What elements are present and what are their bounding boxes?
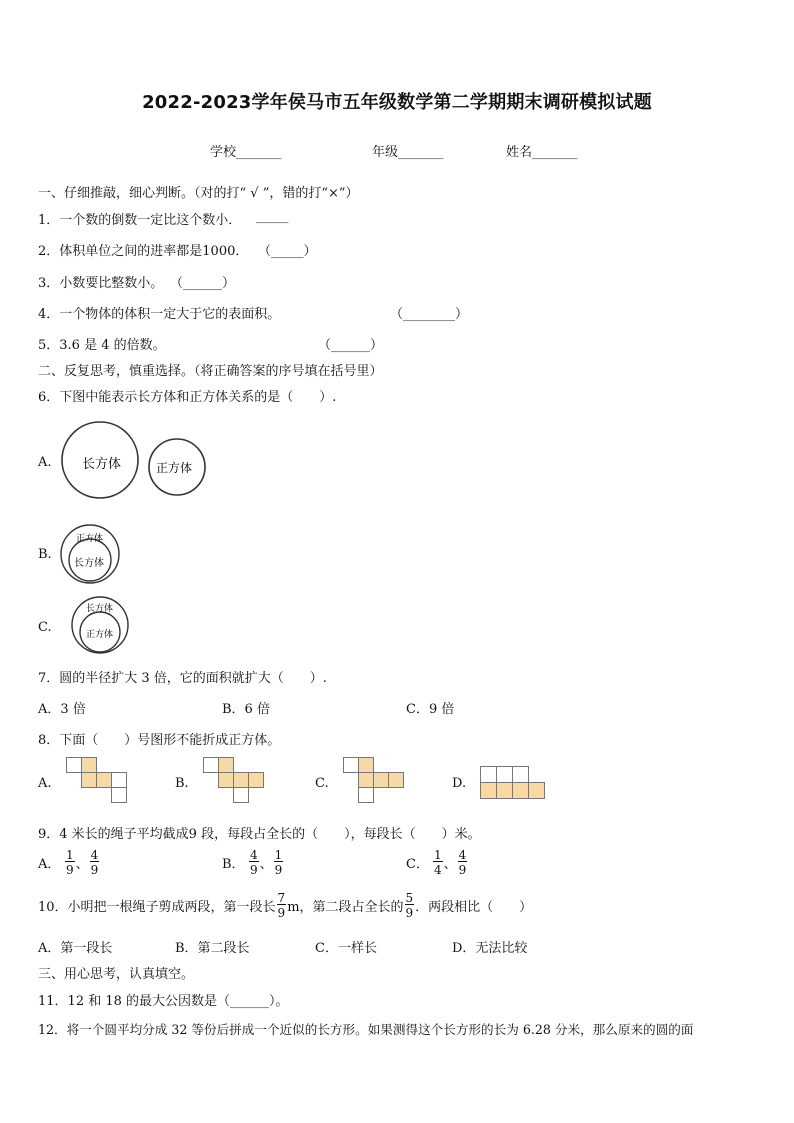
fraction [274, 849, 284, 876]
q6-option-a-diagram[interactable] [60, 420, 210, 502]
q10-option-c[interactable]: C．一样长 [315, 941, 377, 956]
q3-text: 3．小数要比整数小。 [38, 276, 164, 291]
q8-option-a-net[interactable] [66, 757, 130, 805]
fraction [90, 849, 100, 876]
q9-option-c-label: C． [406, 857, 429, 872]
denominator: 9 [274, 863, 283, 877]
q8-option-c-net[interactable] [343, 757, 407, 805]
q6-option-b-diagram[interactable] [60, 524, 130, 586]
outer-rect-label: 长方体 [86, 604, 114, 614]
denominator: 9 [90, 863, 99, 877]
q7-option-a[interactable]: A．3 倍 [38, 702, 86, 717]
q6-option-a-label[interactable]: A. [38, 455, 52, 470]
q8-option-c-label[interactable]: C. [315, 776, 329, 791]
numerator: 4 [458, 848, 467, 862]
q4-answer-blank[interactable]: （________） [390, 307, 469, 322]
q9-option-a[interactable] [38, 849, 100, 876]
q10-text [38, 892, 532, 919]
q6-option-c-diagram[interactable] [70, 596, 136, 656]
denominator: 9 [250, 863, 258, 877]
school-field[interactable]: 学校_______ [210, 145, 282, 160]
q1-text: 1．一个数的倒数一定比这个数小． [38, 213, 242, 228]
q9-option-c[interactable] [406, 849, 468, 876]
numerator: 5 [405, 891, 414, 905]
fraction [405, 892, 415, 919]
q4-text: 4．一个物体的体积一定大于它的表面积。 [38, 307, 281, 322]
denominator: 9 [405, 906, 414, 920]
q9-text: 9．4 米长的绳子平均截成9 段，每段占全长的（ ），每段长（ ）米。 [38, 827, 481, 842]
q8-option-d-label[interactable]: D. [452, 776, 467, 791]
numerator: 4 [90, 848, 99, 862]
square-label: 正方体 [156, 461, 193, 475]
q6-text: 6．下图中能表示长方体和正方体关系的是（ ）. [38, 390, 337, 405]
name-field[interactable]: 姓名_______ [506, 145, 578, 160]
grade-field[interactable]: 年级_______ [372, 145, 444, 160]
q10-option-d[interactable]: D．无法比较 [452, 941, 528, 956]
fraction [277, 892, 287, 919]
q8-option-d-net[interactable] [480, 766, 546, 802]
q8-option-b-label[interactable]: B. [175, 776, 189, 791]
q10-option-a[interactable]: A．第一段长 [38, 941, 113, 956]
q10-part1: 10．小明把一根绳子剪成两段，第一段长 [38, 900, 276, 915]
fraction [249, 849, 259, 876]
denominator: 9 [458, 863, 467, 877]
q8-option-a-label[interactable]: A. [38, 776, 52, 791]
numerator: 1 [434, 848, 442, 862]
q9-option-b[interactable] [222, 849, 284, 876]
q10-part2: m，第二段占全长的 [287, 900, 404, 915]
outer-square-label: 正方体 [76, 534, 104, 544]
inner-rect-label: 长方体 [74, 558, 104, 569]
fraction [65, 849, 75, 876]
section3-heading: 三、用心思考，认真填空。 [38, 967, 195, 982]
q1-answer-blank[interactable]: _____ [256, 209, 289, 224]
q12-text: 12．将一个圆平均分成 32 等份后拼成一个近似的长方形。如果测得这个长方形的长为 6.28 分米，那么原来的圆的面 [38, 1022, 694, 1037]
separator: 、 [75, 857, 89, 872]
q3-answer-blank[interactable]: （______） [170, 276, 236, 291]
separator: 、 [259, 857, 273, 872]
page-title: 2022-2023学年侯马市五年级数学第二学期期末调研模拟试题 [142, 92, 652, 113]
numerator: 4 [250, 848, 258, 862]
numerator: 1 [66, 848, 74, 862]
q10-part3: ．两段相比（ ） [415, 900, 533, 915]
section2-heading: 二、反复思考，慎重选择。（将正确答案的序号填在括号里） [38, 364, 383, 379]
fraction [458, 849, 468, 876]
q7-text: 7．圆的半径扩大 3 倍，它的面积就扩大（ ）. [38, 671, 327, 686]
inner-square-label: 正方体 [86, 630, 114, 640]
denominator: 9 [66, 863, 74, 877]
q5-text: 5．3.6 是 4 的倍数。 [38, 338, 166, 353]
q7-option-c[interactable]: C．9 倍 [406, 702, 455, 717]
rect-label: 长方体 [82, 457, 122, 472]
q2-text: 2．体积单位之间的进率都是1000． [38, 244, 249, 259]
q11-text: 11．12 和 18 的最大公因数是（______）。 [38, 994, 289, 1009]
separator: 、 [443, 857, 457, 872]
q6-option-b-label[interactable]: B. [38, 547, 52, 562]
q6-option-c-label[interactable]: C. [38, 620, 52, 635]
denominator: 4 [434, 863, 442, 877]
fraction [433, 849, 443, 876]
q10-option-b[interactable]: B．第二段长 [175, 941, 250, 956]
denominator: 9 [277, 906, 286, 920]
q2-answer-blank[interactable]: （_____） [258, 244, 317, 259]
q8-text: 8．下面（ ）号图形不能折成正方体。 [38, 733, 281, 748]
q9-option-b-label: B． [222, 857, 245, 872]
q7-option-b[interactable]: B．6 倍 [222, 702, 270, 717]
q9-option-a-label: A． [38, 857, 61, 872]
numerator: 7 [277, 891, 286, 905]
q5-answer-blank[interactable]: （______） [318, 338, 384, 353]
numerator: 1 [274, 848, 283, 862]
q8-option-b-net[interactable] [203, 757, 267, 805]
section1-heading: 一、仔细推敲，细心判断。（对的打“ √ ”，错的打“×”） [38, 186, 359, 201]
